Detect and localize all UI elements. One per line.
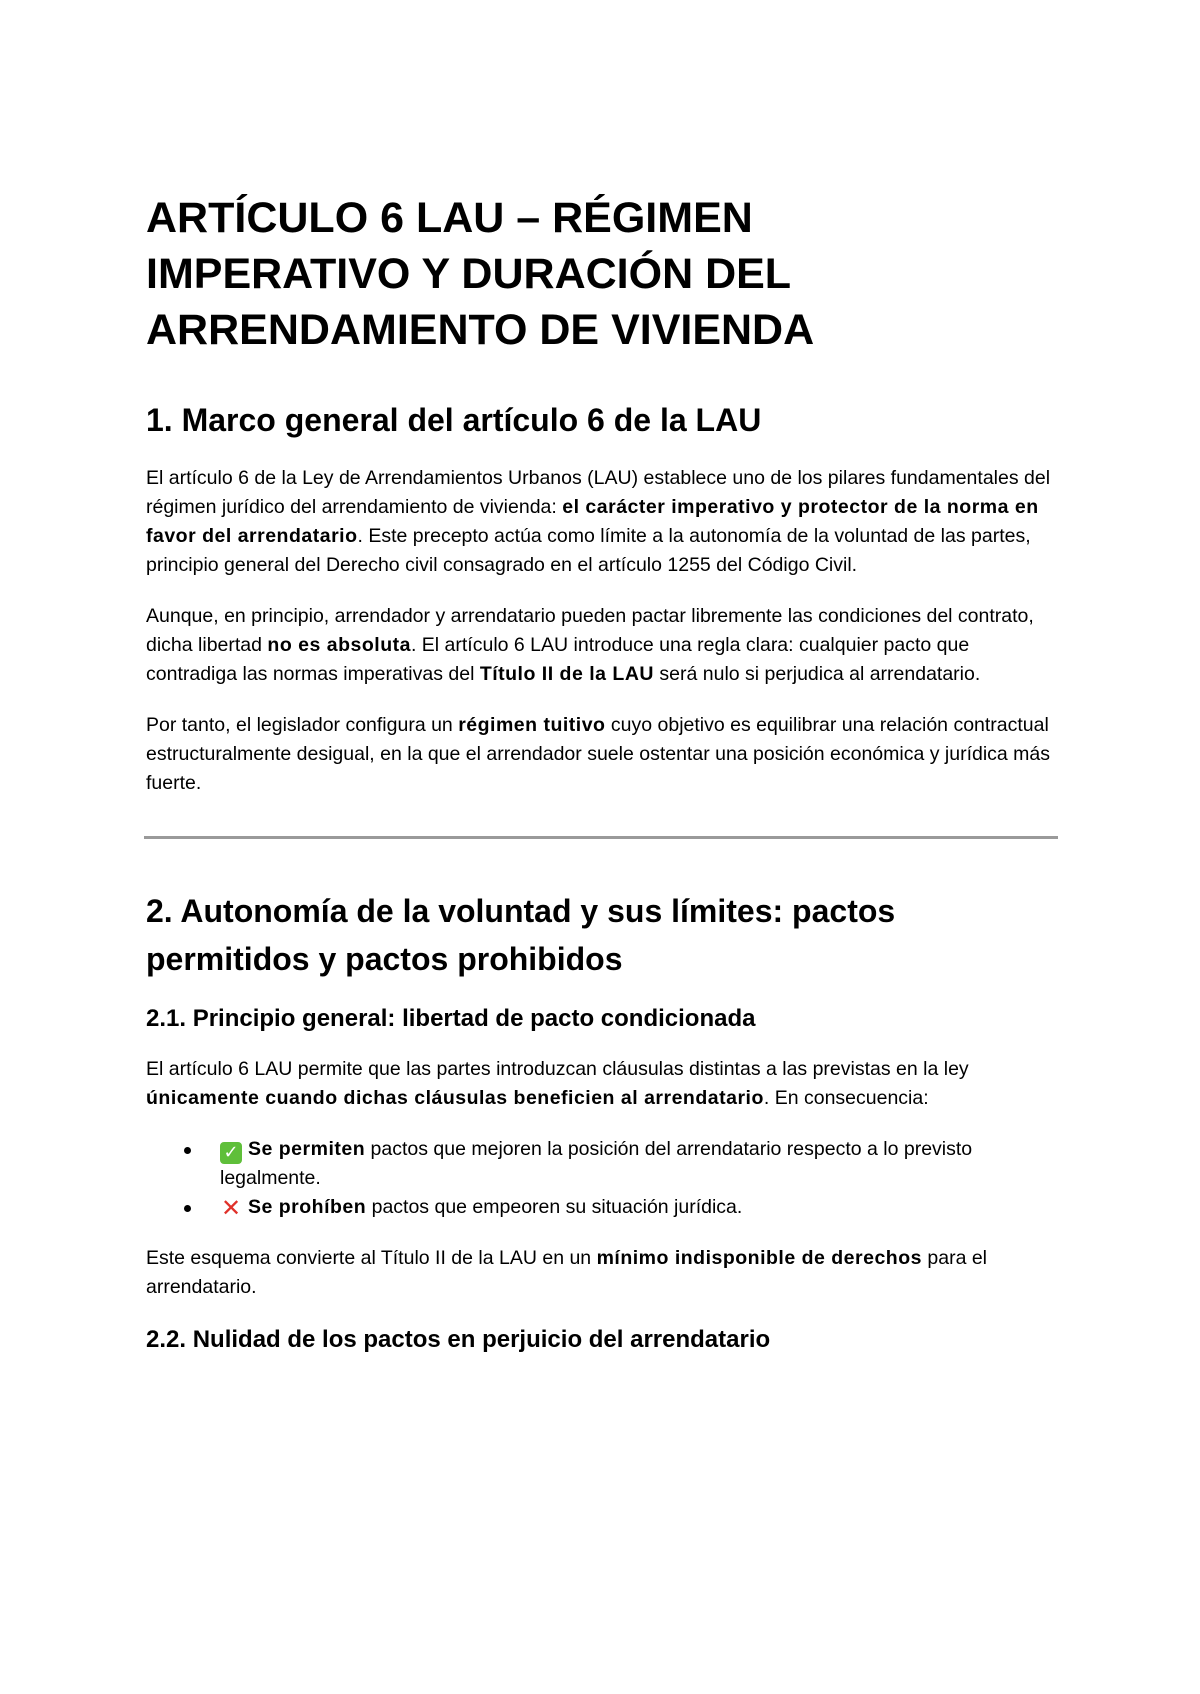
list-item [220,1135,1060,1193]
text-run: . Este precepto actúa como límite a la autonomía de la voluntad de las partes, principio general del Derecho civil consagrado en el artículo 1255 del Código Civil. [146,525,1031,576]
bullet-list [146,1135,1060,1222]
section-1-paragraph-3 [146,711,1060,798]
section-1-paragraph-2 [146,602,1060,689]
text-run: Este esquema convierte al Título II de la LAU en un [146,1247,597,1269]
text-run: para el arrendatario. [146,1247,988,1298]
subsection-2-1-paragraph-1 [146,1055,1060,1113]
heading-line: permitidos y pactos prohibidos [146,941,623,977]
bullet-dot-icon [184,1205,191,1212]
bold-run: régimen tuitivo [458,714,606,736]
heading-line: 2. Autonomía de la voluntad y sus límites: pactos [146,893,896,929]
bold-run: Se prohíben [248,1196,367,1218]
check-mark-icon: ✓ [220,1142,242,1164]
bold-run: Título II de la LAU [479,663,654,685]
text-run: El artículo 6 de la Ley de Arrendamientos Urbanos (LAU) establece uno de los pilares fundamentales del régimen jurídico del arrendamiento de vivienda: [146,467,1051,518]
text-run: cuyo objetivo es equilibrar una relación contractual estructuralmente desigual, en la que el arrendador suele ostentar una posición económica y jurídica más fuerte. [146,714,1051,794]
bold-run: el carácter imperativo y protector de la norma en favor del arrendatario [146,496,1039,547]
text-run: Aunque, en principio, arrendador y arrendatario pueden pactar libremente las condiciones del contrato, dicha libertad [146,605,1034,656]
bullet-dot-icon [184,1147,191,1154]
subsection-2-1-paragraph-2 [146,1244,1060,1302]
section-1-paragraph-1 [146,464,1060,580]
text-run: . En consecuencia: [763,1087,929,1109]
document-title [146,190,1060,358]
bold-run: únicamente cuando dichas cláusulas beneficien al arrendatario [146,1087,764,1109]
subsection-2-2-heading: 2.2. Nulidad de los pactos en perjuicio del arrendatario [146,1326,771,1353]
bold-run: mínimo indisponible de derechos [596,1247,922,1269]
cross-mark-icon: ✕ [220,1194,242,1222]
text-run: . El artículo 6 LAU introduce una regla clara: cualquier pacto que contradiga las normas imperativas del [146,634,970,685]
section-2-heading [146,887,1060,983]
bold-run: Se permiten [248,1138,366,1160]
text-run: será nulo si perjudica al arrendatario. [654,663,981,685]
title-line: ARRENDAMIENTO DE VIVIENDA [146,306,815,354]
text-run: pactos que mejoren la posición del arrendatario respecto a lo previsto legalmente. [220,1138,973,1189]
text-run: Por tanto, el legislador configura un [146,714,459,736]
text-run: El artículo 6 LAU permite que las partes introduzcan cláusulas distintas a las previstas en la ley [146,1058,969,1080]
text-run: pactos que empeoren su situación jurídica. [366,1196,743,1218]
bold-run: no es absoluta [267,634,411,656]
section-1-heading: 1. Marco general del artículo 6 de la LAU [146,402,762,438]
title-line: ARTÍCULO 6 LAU – RÉGIMEN [146,194,753,242]
title-line: IMPERATIVO Y DURACIÓN DEL [146,250,792,298]
list-item [220,1193,1060,1222]
subsection-2-1-heading: 2.1. Principio general: libertad de pacto condicionada [146,1005,756,1032]
horizontal-divider [144,836,1058,839]
